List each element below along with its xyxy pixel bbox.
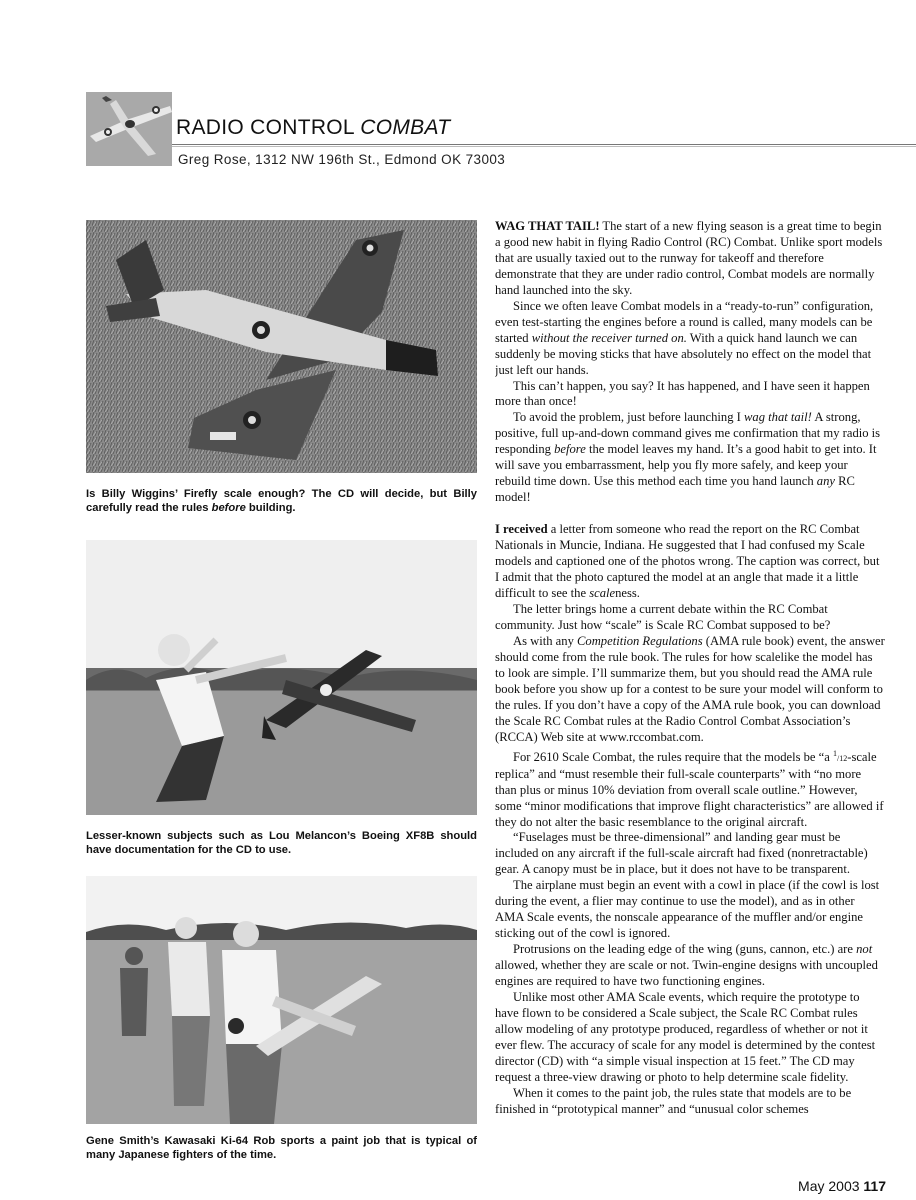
caption-ki64: Gene Smith’s Kawasaki Ki-64 Rob sports a paint job that is typical of many Japanese fighters of the time. [86,1135,477,1161]
page-footer [798,1178,886,1194]
column-logo [86,92,172,166]
article-paragraph: The airplane must begin an event with a cowl in place (if the cowl is lost during the event, a flier may continue to use the model), and as in other AMA Scale events, the nonscale appearance of the muffler and/or engine sticking out of the cowl is ignored. [495,878,880,941]
article-paragraph: Since we often leave Combat models in a “ready-to-run” configuration, even test-starting the engines before a round is called, many models can be started without the receiver turned on. With a quick hand launch we can suddenly be moving sticks that have absolutely no effect on the model that just left our hands. [495,298,874,377]
article-paragraph: Unlike most other AMA Scale events, which require the prototype to have flown to be considered a Scale subject, the Scale RC Combat rules allow modeling of any prototype produced, regardless of whether or not it ever flew. The accuracy of scale for any model is determined by the contest director (CD) with “a simple visual inspection at 15 feet.” The CD may request a three-view drawing or photo to help determine scale fidelity. [495,989,876,1084]
header-divider [172,144,916,145]
photo-ki64 [86,876,477,1124]
article-paragraph: Protrusions on the leading edge of the wing (guns, cannon, etc.) are not allowed, whether they are scale or not. Twin-engine designs with uncoupled engines are required to have two functioning engines. [495,942,878,989]
article-paragraph: WAG THAT TAIL! The start of a new flying season is a great time to begin a good new habit in flying Radio Control (RC) Combat. Unlike sport models that are usually taxied out to the runway for takeoff and therefore demonstrate that they are under radio control, Combat models are normally hand launched into the sky. [495,219,883,297]
article-paragraph: This can’t happen, you say? It has happened, and I have seen it happen more than once! [495,378,870,409]
issue-date: May 2003 [798,1178,860,1194]
article-body [495,219,885,1164]
column-header [86,92,916,176]
title-regular: RADIO CONTROL [176,116,355,139]
caption-xf8b: Lesser-known subjects such as Lou Melancon’s Boeing XF8B should have documentation for the CD to use. [86,830,477,856]
photo-xf8b [86,540,477,815]
page-number: 117 [863,1178,886,1194]
warplane-logo-icon [86,92,172,166]
article-paragraph: I received a letter from someone who read the report on the RC Combat Nationals in Muncie, Indiana. He suggested that I had confused my Scale models and captioned one of the photos wrong. The caption was correct, but I admit that the photo captured the model at an angle that made it a little difficult to see the scaleness. [495,522,880,600]
title-italic: COMBAT [360,116,451,139]
article-paragraph: When it comes to the paint job, the rules state that models are to be finished in “prototypical manner” and “unusual color schemes [495,1085,852,1116]
photo-firefly [86,220,477,473]
header-divider-shadow [172,146,916,147]
author-address: Greg Rose, 1312 NW 196th St., Edmond OK 73003 [178,152,506,167]
article-paragraph: As with any Competition Regulations (AMA rule book) event, the answer should come from the rule book. The rules for how scalelike the model has to look are simple. I’ll summarize them, but you should read the AMA rule book before you show up for a contest to be sure your model will conform to the rules. If you don’t have a copy of the AMA rule book, you can download the Scale RC Combat rules at the Radio Control Combat Association’s (RCCA) Web site at www.rccombat.com. [495,633,885,744]
article-paragraph: The letter brings home a current debate within the RC Combat community. Just how “scale” is Scale RC Combat supposed to be? [495,601,831,632]
article-paragraph: “Fuselages must be three-dimensional” and landing gear must be included on any aircraft if the full-scale aircraft had fixed (nonretractable) gear. A canopy must be in place, but it does not have to be transparent. [495,830,868,877]
column-title [176,116,450,140]
article-paragraph: To avoid the problem, just before launching I wag that tail! A strong, positive, full up-and-down command gives me confirmation that my radio is responding before the model leaves my hand. It’s a good habit to get into. It will save you embarrassment, help you fly more safely, and keep your rebuild time down. Use this method each time you hand launch any RC model! [495,410,881,505]
article-paragraph: For 2610 Scale Combat, the rules require that the models be “a $^1$/12-scale replica” and “must resemble their full-scale counterparts” with “no more than plus or minus 10% deviation from overall scale outline.” However, some “minor modifications that improve flight characteristics” are allowed if they do not alter the basic resemblance to the original aircraft. [495,748,884,829]
caption-firefly: Is Billy Wiggins’ Firefly scale enough? The CD will decide, but Billy carefully read the rules before building. [86,488,477,514]
